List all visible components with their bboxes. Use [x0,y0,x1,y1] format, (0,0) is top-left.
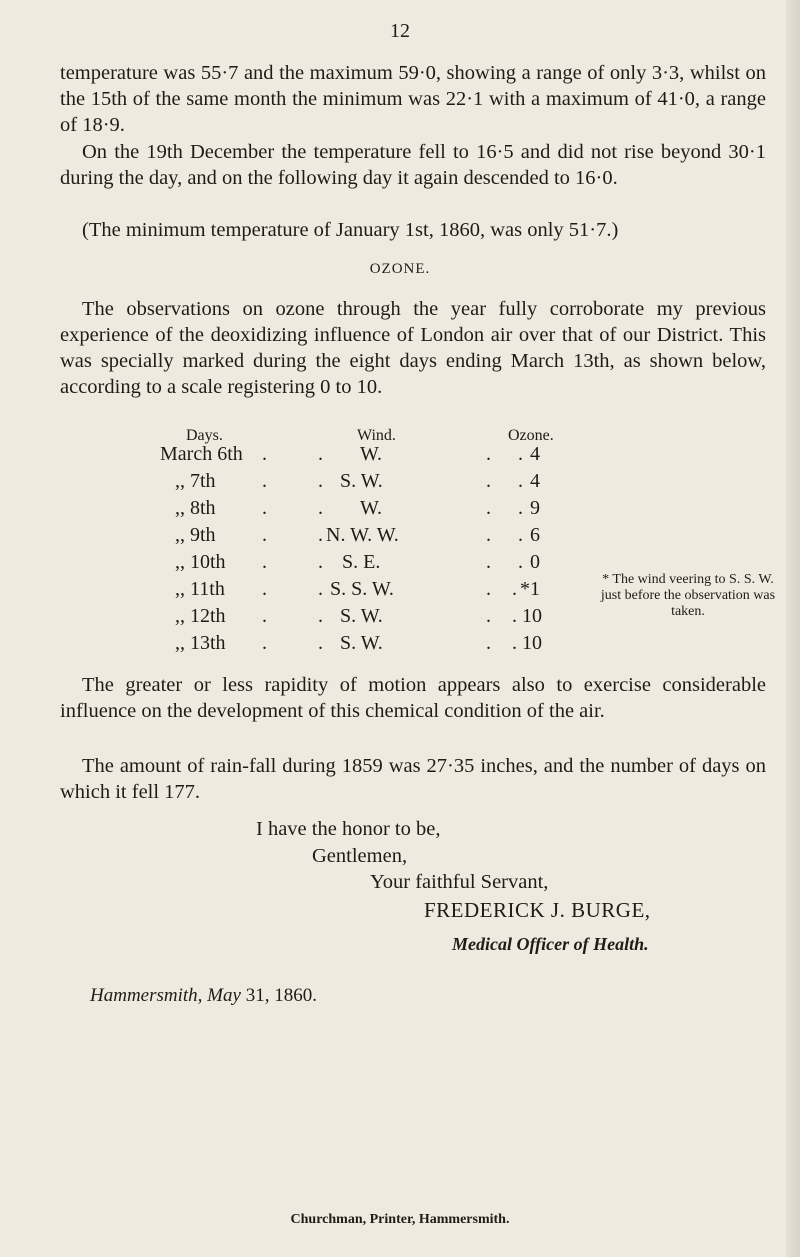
leader-dot: . [512,578,517,600]
leader-dot: . [518,497,523,519]
leader-dot: . [318,578,323,600]
closing-line-servant: Your faithful Servant, [370,871,549,893]
leader-dot: . [262,632,267,654]
cell-day: ,, 8th [175,497,216,519]
leader-dot: . [318,497,323,519]
cell-wind: S. W. [340,632,383,654]
leader-dot: . [318,551,323,573]
cell-ozone: 6 [530,524,540,546]
leader-dot: . [486,470,491,492]
leader-dot: . [318,524,323,546]
printer-imprint: Churchman, Printer, Hammersmith. [290,1212,510,1227]
closing-line-honor: I have the honor to be, [256,818,441,840]
cell-ozone: 9 [530,497,540,519]
leader-dot: . [318,605,323,627]
cell-wind: N. W. W. [326,524,399,546]
table-row [0,443,800,470]
leader-dot: . [486,443,491,465]
cell-day: March 6th [160,443,243,465]
table-row [0,524,800,551]
cell-ozone: *1 [520,578,540,600]
page-number: 12 [390,20,410,42]
date-month: May [207,985,241,1006]
cell-wind: W. [360,443,383,465]
cell-wind: W. [360,497,383,519]
leader-dot: . [486,497,491,519]
cell-day: ,, 11th [175,578,225,600]
table-row [0,470,800,497]
cell-day: ,, 10th [175,551,226,573]
leader-dot: . [512,632,517,654]
cell-day: ,, 7th [175,470,216,492]
header-days: Days. [186,427,223,444]
cell-ozone: 0 [530,551,540,573]
cell-ozone: 10 [522,632,542,654]
leader-dot: . [262,470,267,492]
signature-name: FREDERICK J. BURGE, [424,898,651,922]
leader-dot: . [518,443,523,465]
paragraph-rainfall: The amount of rain-fall during 1859 was 27·35 inches, and the number of days on which it fell 177. [60,755,766,803]
leader-dot: . [262,443,267,465]
place-date [90,985,317,1007]
signature-title: Medical Officer of Health. [452,934,649,954]
leader-dot: . [262,605,267,627]
cell-ozone: 10 [522,605,542,627]
place-name: Hammersmith, [90,985,203,1006]
leader-dot: . [518,551,523,573]
cell-wind: S. E. [342,551,381,573]
leader-dot: . [318,443,323,465]
leader-dot: . [486,632,491,654]
closing-line-gentlemen: Gentlemen, [312,845,408,867]
paragraph-january: (The minimum temperature of January 1st, 1860, was only 51·7.) [82,219,619,241]
table-row [0,497,800,524]
cell-ozone: 4 [530,470,540,492]
leader-dot: . [262,578,267,600]
leader-dot: . [318,632,323,654]
cell-wind: S. W. [340,470,383,492]
leader-dot: . [318,470,323,492]
leader-dot: . [486,524,491,546]
leader-dot: . [262,551,267,573]
paragraph-temperature: temperature was 55·7 and the maximum 59·0, showing a range of only 3·3, whilst on the 15th of the same month the minimum was 22·1 with a maximum of 41·0, a range of 18·9. [60,62,766,136]
cell-day: ,, 12th [175,605,226,627]
leader-dot: . [262,524,267,546]
table-row [0,632,800,659]
cell-wind: S. W. [340,605,383,627]
cell-day: ,, 13th [175,632,226,654]
leader-dot: . [262,497,267,519]
header-wind: Wind. [357,427,396,444]
date-rest: 31, 1860. [245,985,317,1006]
leader-dot: . [518,524,523,546]
leader-dot: . [486,605,491,627]
section-heading-ozone: OZONE. [369,261,431,277]
paragraph-ozone-observations: The observations on ozone through the year fully corroborate my previous experience of the deoxidizing influence of London air over that of our District. This was specially marked during the eight days ending March 13th, as shown below, according to a scale registering 0 to 10. [60,298,766,398]
leader-dot: . [486,578,491,600]
leader-dot: . [512,605,517,627]
cell-ozone: 4 [530,443,540,465]
leader-dot: . [486,551,491,573]
header-ozone: Ozone. [508,427,554,444]
cell-day: ,, 9th [175,524,216,546]
paragraph-december: On the 19th December the temperature fell to 16·5 and did not rise beyond 30·1 during the day, and on the following day it again descended to 16·0. [60,141,766,189]
footnote-wind-veering: * The wind veering to S. S. W. just before the observation was taken. [600,572,776,619]
paragraph-rapidity: The greater or less rapidity of motion appears also to exercise considerable influence on the development of this chemical condition of the air. [60,674,766,722]
cell-wind: S. S. W. [330,578,394,600]
leader-dot: . [518,470,523,492]
